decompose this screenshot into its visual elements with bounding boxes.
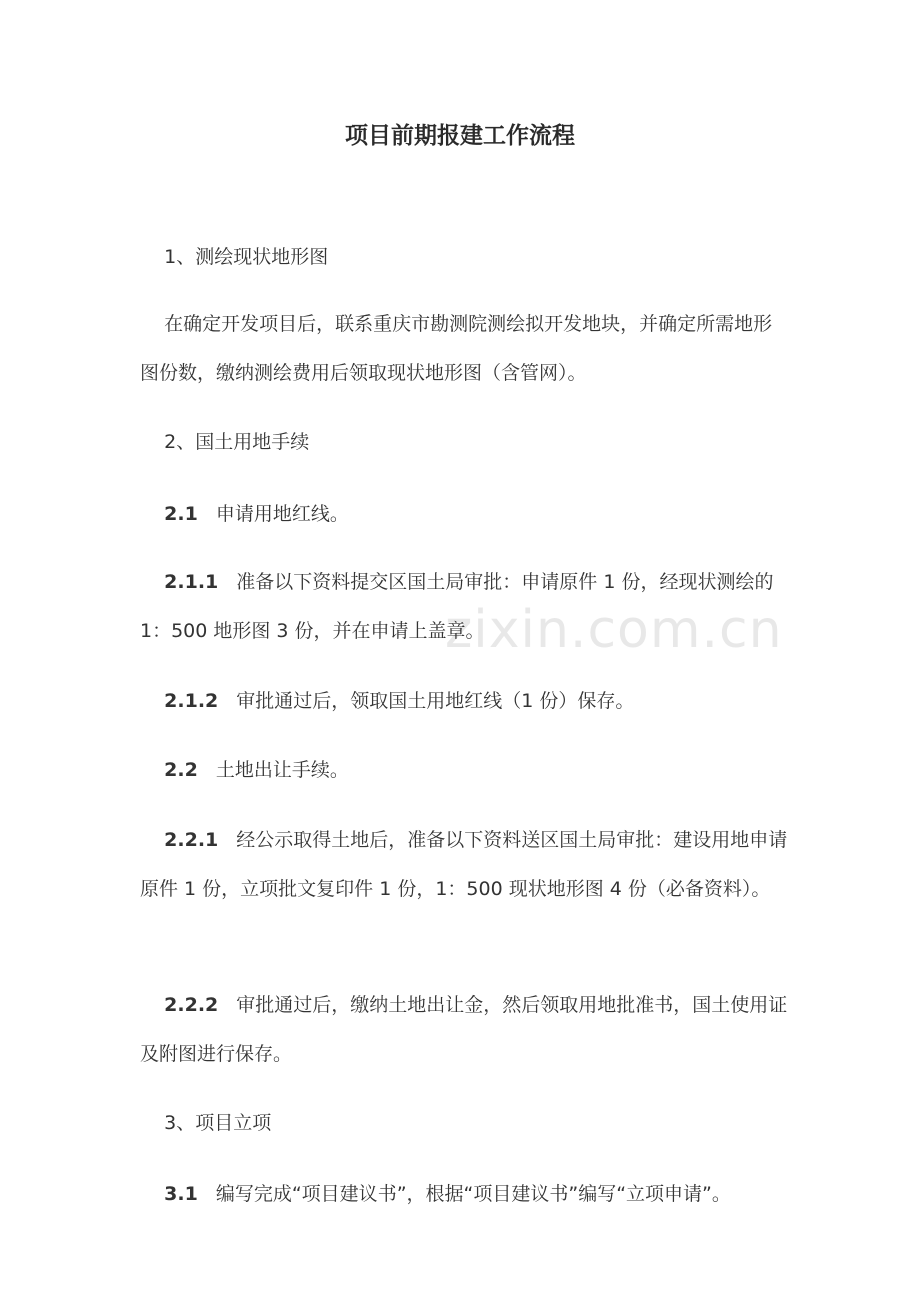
section-number: 2.2.2 — [164, 994, 219, 1016]
section-text: 经公示取得土地后，准备以下资料送区国土局审批：建设用地申请原件 1 份，立项批文复印件 1 份，1：500 现状地形图 4 份（必备资料）。 — [140, 829, 788, 900]
section-number: 2.2.1 — [164, 829, 219, 851]
section-number: 2.1.1 — [164, 571, 219, 593]
heading-text: 2、国土用地手续 — [164, 431, 310, 453]
section-number: 3.1 — [164, 1183, 198, 1205]
section-text: 审批通过后，领取国土用地红线（1 份）保存。 — [236, 690, 635, 712]
paragraph-text: 在确定开发项目后，联系重庆市勘测院测绘拟开发地块，并确定所需地形图份数，缴纳测绘费用后领取现状地形图（含管网）。 — [140, 313, 773, 384]
section-number: 2.1.2 — [164, 690, 219, 712]
document-title: 项目前期报建工作流程 — [345, 123, 575, 149]
section-number: 2.2 — [164, 759, 198, 781]
section-text: 准备以下资料提交区国土局审批：申请原件 1 份，经现状测绘的 1：500 地形图 3 份，并在申请上盖章。 — [140, 571, 780, 642]
section-text: 编写完成“项目建议书”，根据“项目建议书”编写“立项申请”。 — [215, 1183, 731, 1205]
watermark: zixin.com.cn — [445, 600, 783, 660]
heading-text: 1、测绘现状地形图 — [164, 246, 329, 268]
section-text: 土地出让手续。 — [215, 759, 349, 781]
section-text: 申请用地红线。 — [215, 503, 349, 525]
section-text: 审批通过后，缴纳土地出让金，然后领取用地批准书，国土使用证及附图进行保存。 — [140, 994, 788, 1065]
section-number: 2.1 — [164, 503, 198, 525]
heading-text: 3、项目立项 — [164, 1112, 272, 1134]
subheading-3-1 — [140, 1121, 790, 1268]
